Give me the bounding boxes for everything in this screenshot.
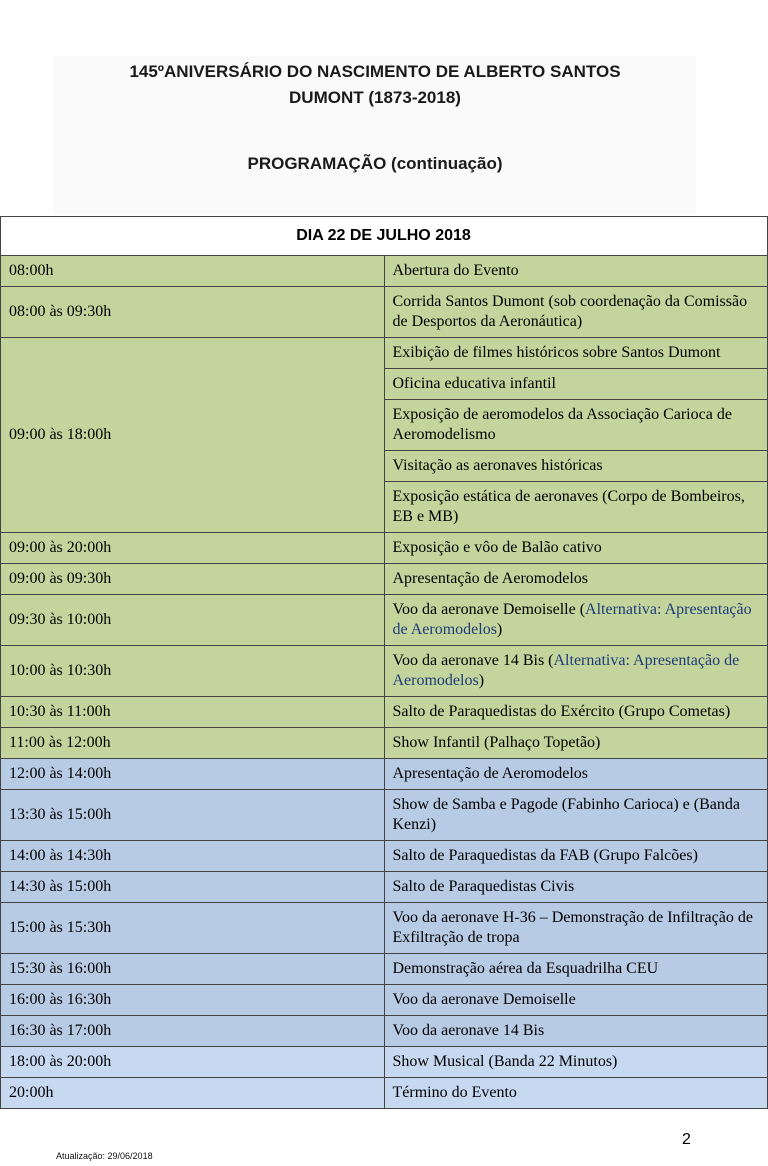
time-cell: 08:00h <box>1 256 385 287</box>
event-cell: Voo da aeronave Demoiselle <box>384 985 768 1016</box>
event-cell: Exposição estática de aeronaves (Corpo de Bombeiros, EB e MB) <box>384 482 768 533</box>
table-row <box>1 954 768 985</box>
page-number: 2 <box>682 1131 691 1148</box>
event-cell: Show Musical (Banda 22 Minutos) <box>384 1047 768 1078</box>
event-cell: Apresentação de Aeromodelos <box>384 564 768 595</box>
table-row <box>1 872 768 903</box>
event-cell: Salto de Paraquedistas do Exército (Grupo Cometas) <box>384 697 768 728</box>
table-row <box>1 985 768 1016</box>
event-cell: Demonstração aérea da Esquadrilha CEU <box>384 954 768 985</box>
table-row <box>1 564 768 595</box>
update-date-footer: Atualização: 29/06/2018 <box>56 1151 153 1161</box>
event-cell: Voo da aeronave 14 Bis <box>384 1016 768 1047</box>
event-text-close: ) <box>496 621 503 638</box>
time-cell: 14:00 às 14:30h <box>1 841 385 872</box>
table-row <box>1 533 768 564</box>
time-cell: 09:00 às 20:00h <box>1 533 385 564</box>
event-text-close: ) <box>478 672 485 689</box>
table-row <box>1 256 768 287</box>
time-cell: 13:30 às 15:00h <box>1 790 385 841</box>
time-cell: 20:00h <box>1 1078 385 1109</box>
table-row <box>1 595 768 646</box>
time-cell: 09:00 às 18:00h <box>1 338 385 533</box>
event-cell <box>384 595 768 646</box>
event-cell: Exibição de filmes históricos sobre Santos Dumont <box>384 338 768 369</box>
alternative-note: Alternativa: Apresentação de Aeromodelos <box>392 601 752 638</box>
event-cell: Salto de Paraquedistas Civis <box>384 872 768 903</box>
table-row <box>1 338 768 369</box>
event-text: Voo da aeronave Demoiselle ( <box>392 601 586 618</box>
time-cell: 16:30 às 17:00h <box>1 1016 385 1047</box>
event-cell: Voo da aeronave H-36 – Demonstração de Infiltração de Exfiltração de tropa <box>384 903 768 954</box>
time-cell: 10:30 às 11:00h <box>1 697 385 728</box>
table-row <box>1 841 768 872</box>
event-cell <box>384 646 768 697</box>
event-cell: Exposição e vôo de Balão cativo <box>384 533 768 564</box>
event-cell: Término do Evento <box>384 1078 768 1109</box>
time-cell: 11:00 às 12:00h <box>1 728 385 759</box>
event-cell: Show de Samba e Pagode (Fabinho Carioca) e (Banda Kenzi) <box>384 790 768 841</box>
time-cell: 10:00 às 10:30h <box>1 646 385 697</box>
event-cell: Abertura do Evento <box>384 256 768 287</box>
event-text: Voo da aeronave 14 Bis ( <box>392 652 554 669</box>
event-cell: Apresentação de Aeromodelos <box>384 759 768 790</box>
time-cell: 12:00 às 14:00h <box>1 759 385 790</box>
table-row <box>1 790 768 841</box>
table-row <box>1 287 768 338</box>
event-cell: Salto de Paraquedistas da FAB (Grupo Falcões) <box>384 841 768 872</box>
event-cell: Visitação as aeronaves históricas <box>384 451 768 482</box>
table-row <box>1 728 768 759</box>
event-cell: Exposição de aeromodelos da Associação Carioca de Aeromodelismo <box>384 400 768 451</box>
event-cell: Show Infantil (Palhaço Topetão) <box>384 728 768 759</box>
table-row <box>1 697 768 728</box>
document-subtitle: PROGRAMAÇÃO (continuação) <box>247 154 503 173</box>
document-title-line-1: 145ºANIVERSÁRIO DO NASCIMENTO DE ALBERTO SANTOS <box>129 62 621 81</box>
time-cell: 18:00 às 20:00h <box>1 1047 385 1078</box>
time-cell: 16:00 às 16:30h <box>1 985 385 1016</box>
schedule-table <box>0 216 768 1109</box>
time-cell: 15:30 às 16:00h <box>1 954 385 985</box>
time-cell: 15:00 às 15:30h <box>1 903 385 954</box>
table-row <box>1 903 768 954</box>
time-cell: 14:30 às 15:00h <box>1 872 385 903</box>
event-cell: Oficina educativa infantil <box>384 369 768 400</box>
table-row <box>1 646 768 697</box>
time-cell: 08:00 às 09:30h <box>1 287 385 338</box>
day-header-row <box>1 217 768 256</box>
table-row <box>1 1078 768 1109</box>
alternative-note: Alternativa: Apresentação de Aeromodelos <box>392 652 740 689</box>
event-cell: Corrida Santos Dumont (sob coordenação da Comissão de Desportos da Aeronáutica) <box>384 287 768 338</box>
time-cell: 09:30 às 10:00h <box>1 595 385 646</box>
day-title: DIA 22 DE JULHO 2018 <box>1 217 768 256</box>
time-cell: 09:00 às 09:30h <box>1 564 385 595</box>
table-row <box>1 759 768 790</box>
table-row <box>1 1047 768 1078</box>
document-title-line-2: DUMONT (1873-2018) <box>289 88 461 107</box>
table-row <box>1 1016 768 1047</box>
